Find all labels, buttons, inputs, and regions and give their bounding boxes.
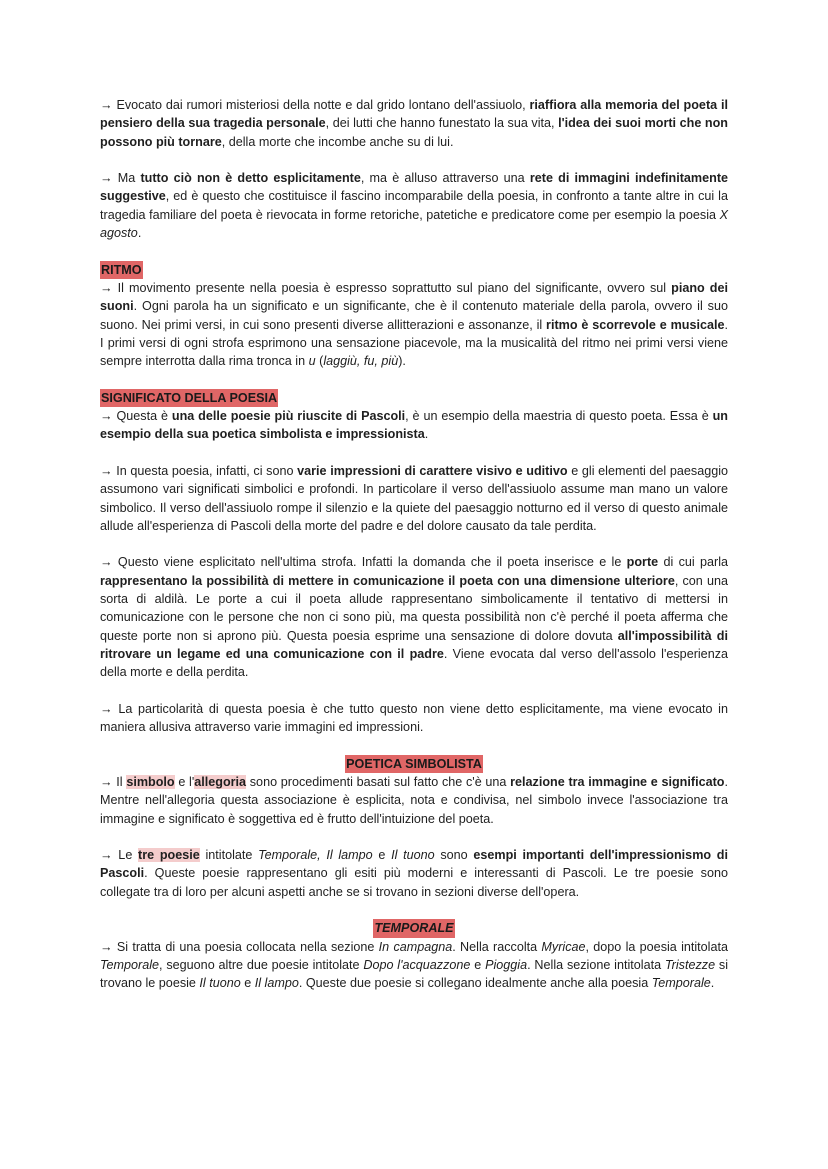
text-run: tre poesie bbox=[138, 848, 200, 863]
text-run: l'idea dei suoi morti che non possono più tornare bbox=[100, 116, 728, 149]
text-run: . Ogni parola ha un significato e un significante, che è il contenuto materiale della parola, ovvero il suo suono. Nei primi versi, in cui sono presenti diverse allitterazioni e assonanze, il bbox=[100, 299, 728, 332]
text-run: → La particolarità di questa poesia è che tutto questo non viene detto esplicitamente, ma viene evocato in maniera allusiva attraverso varie immagini ed impressioni. bbox=[100, 701, 728, 735]
text-run: Il lampo bbox=[254, 976, 299, 991]
text-run: → Le bbox=[100, 848, 139, 863]
text-run: , è un esempio della maestria di questo poeta. Essa è bbox=[405, 409, 713, 424]
paragraph-porte bbox=[100, 553, 728, 681]
text-run: ritmo è scorrevole e musicale bbox=[546, 317, 725, 332]
text-run: . Mentre nell'allegoria questa associazione è esplicita, nota e condivisa, nel simbolo invece l'associazione tra immagine e significato è soggettiva ed è frutto dell'intuizione del poeta. bbox=[100, 774, 728, 826]
text-run: → Ma bbox=[100, 171, 141, 186]
text-run: ). bbox=[398, 354, 406, 369]
text-run: allegoria bbox=[194, 774, 247, 789]
paragraph-ritmo bbox=[100, 279, 728, 370]
text-run: , ma è alluso attraverso una bbox=[360, 171, 530, 186]
text-run: esempi importanti dell'impressionismo di Pascoli bbox=[100, 848, 728, 881]
paragraph-evocato bbox=[100, 96, 728, 151]
document-page bbox=[100, 96, 728, 993]
text-run: . I primi versi di ogni strofa esprimono una sensazione piacevole, ma la musicalità del ritmo nei primi versi viene sempre interrotta dalla rima tronca in bbox=[100, 317, 728, 369]
text-run: sono procedimenti basati sul fatto che c'è una bbox=[246, 774, 511, 789]
text-run: → Il bbox=[100, 774, 127, 789]
text-run: u bbox=[308, 354, 316, 369]
text-run: all'impossibilità di ritrovare un legame ed una comunicazione con il padre bbox=[100, 628, 728, 661]
heading-temporale-label: TEMPORALE bbox=[373, 919, 454, 937]
text-run: . Queste poesie rappresentano gli esiti più moderni e interessanti di Pascoli. Le tre poesie sono collegate tra di loro per alcuni aspetti anche se si trovano in sezioni diverse dell'opera. bbox=[100, 866, 728, 899]
text-run: . Nella raccolta bbox=[452, 939, 542, 954]
text-run: , della morte che incombe anche su di lui. bbox=[221, 134, 454, 149]
heading-significato-label: SIGNIFICATO DELLA POESIA bbox=[100, 389, 278, 407]
text-run: → Il movimento presente nella poesia è espresso soprattutto sul piano del significante, ovvero sul bbox=[100, 280, 672, 295]
text-run: , ed è questo che costituisce il fascino incomparabile della poesia, in confronto a tante altre in cui la tragedia familiare del poeta è rievocata in forme retoriche, patetiche e predicatore come per esempio la poesia bbox=[100, 189, 728, 222]
text-run: Dopo l'acquazzone bbox=[363, 957, 471, 972]
section-heading-temporale bbox=[100, 919, 728, 937]
text-run: Myricae bbox=[541, 939, 586, 954]
text-run: un esempio della sua poetica simbolista e impressionista bbox=[100, 409, 728, 442]
text-run: tutto ciò non è detto esplicitamente bbox=[140, 171, 361, 186]
paragraph-tre-poesie bbox=[100, 846, 728, 901]
text-run: → Questo viene esplicitato nell'ultima strofa. Infatti la domanda che il poeta inserisce e le bbox=[100, 555, 627, 570]
text-run: . Viene evocata dal verso dell'assolo l'esperienza della morte e della perdita. bbox=[100, 646, 728, 680]
text-run: → Questa è bbox=[100, 409, 172, 424]
text-run: X agosto bbox=[100, 207, 728, 241]
text-run: Pioggia bbox=[485, 957, 528, 972]
section-heading-significato bbox=[100, 389, 728, 407]
heading-ritmo-label: RITMO bbox=[100, 261, 143, 279]
text-run: Temporale, Il lampo bbox=[258, 848, 373, 863]
text-run: sono bbox=[434, 848, 474, 863]
text-run: → In questa poesia, infatti, ci sono bbox=[100, 463, 298, 478]
paragraph-particolarita bbox=[100, 700, 728, 737]
text-run: di cui parla bbox=[658, 555, 729, 570]
text-run: e gli elementi del paesaggio assumono vari significati simbolici e profondi. In particolare il verso dell'assiuolo assume man mano un valore simbolico. Il verso dell'assiuolo rompe il silenzio e la quiete del paesaggio notturno ed il verso di questo animale allude all'esperienza di Pascoli della morte del padre e del dolore causato da tale perdita. bbox=[100, 463, 729, 533]
text-run: rappresentano la possibilità di mettere in comunicazione il poeta con una dimensione ulteriore bbox=[100, 573, 675, 588]
text-run: . bbox=[137, 226, 142, 241]
text-run: porte bbox=[626, 555, 659, 570]
text-run: . bbox=[710, 976, 715, 991]
text-run: → Si tratta di una poesia collocata nella sezione bbox=[100, 939, 379, 954]
text-run: e bbox=[470, 957, 486, 972]
text-run: . Queste due poesie si collegano idealmente anche alla poesia bbox=[298, 976, 652, 991]
text-run: e bbox=[372, 848, 392, 863]
text-run: simbolo bbox=[126, 774, 175, 789]
text-run: si trovano le poesie bbox=[100, 957, 728, 991]
text-run: . Nella sezione intitolata bbox=[527, 957, 665, 972]
text-run: ( bbox=[315, 354, 324, 369]
text-run: intitolate bbox=[199, 848, 259, 863]
text-run: , dopo la poesia intitolata bbox=[585, 939, 728, 954]
text-run: . bbox=[424, 427, 429, 442]
text-run: una delle poesie più riuscite di Pascoli bbox=[171, 409, 406, 424]
text-run: , dei lutti che hanno funestato la sua vita, bbox=[325, 116, 559, 131]
text-run: Il tuono bbox=[199, 976, 241, 991]
text-run: , con una sorta di aldilà. Le porte a cui il poeta allude rappresentano simbolicamente il tentativo di mettersi in comunicazione con le persone che non ci sono più, ma questa possibilità non c'è perché il poeta afferma che queste porte non si aprono più. Questa poesia esprime una sensazione di dolore dovuta bbox=[100, 573, 728, 643]
text-run: In campagna bbox=[378, 939, 453, 954]
text-run: , seguono altre due poesie intitolate bbox=[159, 957, 364, 972]
paragraph-riuscite bbox=[100, 407, 728, 444]
text-run: varie impressioni di carattere visivo e uditivo bbox=[297, 463, 568, 478]
section-heading-ritmo bbox=[100, 261, 728, 279]
text-run: Il tuono bbox=[391, 848, 435, 863]
paragraph-simbolo bbox=[100, 773, 728, 828]
section-heading-poetica bbox=[100, 755, 728, 773]
text-run: riaffiora alla memoria del poeta il pensiero della sua tragedia personale bbox=[100, 98, 728, 131]
text-run: e l' bbox=[174, 774, 195, 789]
text-run: Temporale bbox=[100, 957, 160, 972]
text-run: rete di immagini indefinitamente suggestive bbox=[100, 171, 729, 204]
paragraph-tutto-cio bbox=[100, 169, 728, 242]
text-run: → Evocato dai rumori misteriosi della notte e dal grido lontano dell'assiuolo, bbox=[100, 98, 530, 112]
text-run: laggiù, fu, più bbox=[323, 354, 399, 369]
paragraph-impressioni bbox=[100, 462, 728, 535]
paragraph-temporale bbox=[100, 938, 728, 993]
text-run: relazione tra immagine e significato bbox=[510, 774, 725, 789]
text-run: Temporale bbox=[651, 976, 711, 991]
text-run: Tristezze bbox=[664, 957, 716, 972]
heading-poetica-label: POETICA SIMBOLISTA bbox=[345, 755, 483, 773]
text-run: e bbox=[240, 976, 255, 991]
text-run: piano dei suoni bbox=[100, 280, 728, 314]
